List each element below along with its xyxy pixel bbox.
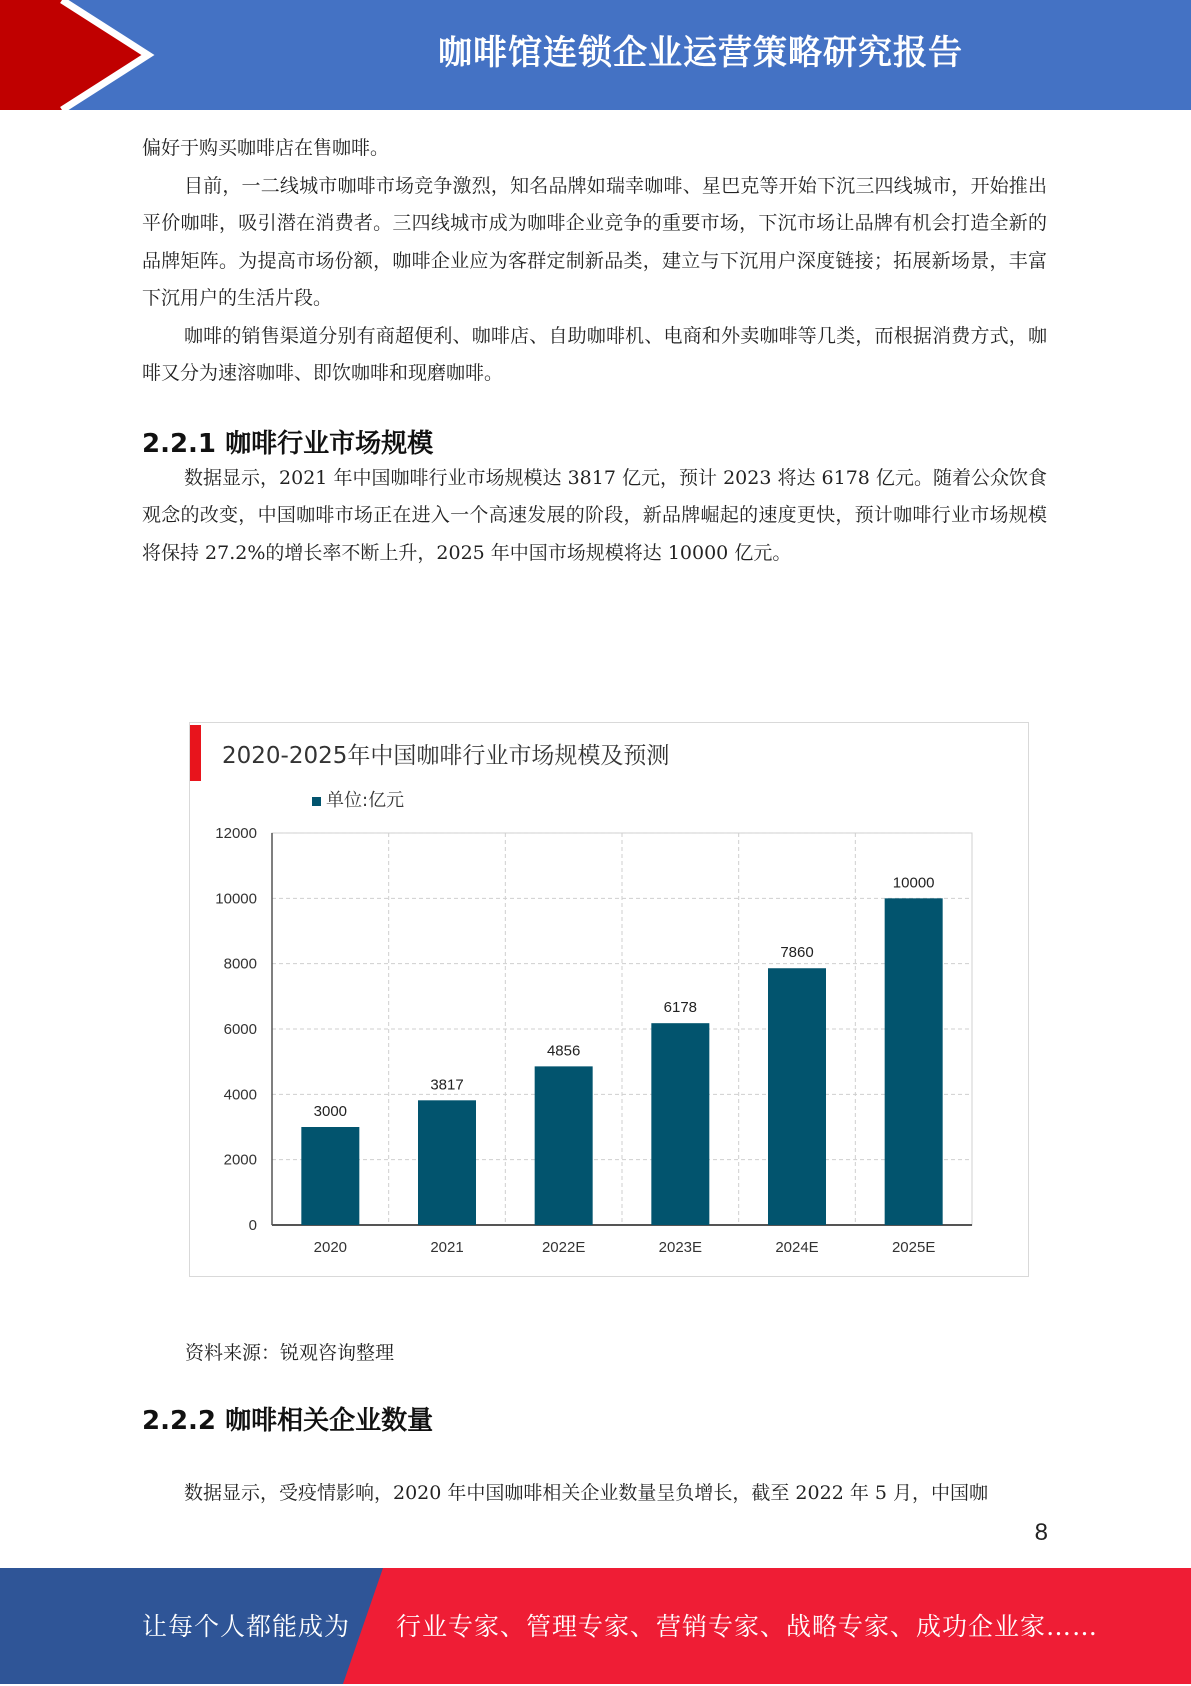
- data-label: 4856: [546, 1042, 581, 1060]
- paragraph-3: 咖啡的销售渠道分别有商超便利、咖啡店、自助咖啡机、电商和外卖咖啡等几类，而根据消费方式，咖啡又分为速溶咖啡、即饮咖啡和现磨咖啡。: [142, 324, 1047, 384]
- page-number: 8: [1034, 1519, 1048, 1546]
- chart-title: 2020-2025年中国咖啡行业市场规模及预测: [222, 743, 670, 769]
- x-tick-label: 2020: [313, 1239, 348, 1256]
- y-tick-label: 8000: [223, 955, 257, 973]
- data-label: 10000: [892, 874, 935, 892]
- data-label: 7860: [780, 944, 814, 962]
- chart-plot: [190, 723, 1028, 1276]
- x-tick-label: 2024E: [775, 1239, 819, 1256]
- y-tick-label: 10000: [215, 890, 257, 908]
- x-tick-label: 2022E: [541, 1239, 586, 1256]
- footer-slogan-right: 行业专家、管理专家、营销专家、战略专家、成功企业家……: [396, 1612, 1099, 1641]
- page-header: [0, 0, 1191, 110]
- section-heading-2-2-2: 2.2.2 咖啡相关企业数量: [142, 1406, 434, 1436]
- y-tick-label: 12000: [215, 825, 257, 842]
- header-arrow-decoration: [0, 0, 160, 110]
- paragraph-2: 目前，一二线城市咖啡市场竞争激烈，知名品牌如瑞幸咖啡、星巴克等开始下沉三四线城市，开始推出平价咖啡，吸引潜在消费者。三四线城市成为咖啡企业竞争的重要市场，下沉市场让品牌有机会打造全新的品牌矩阵。为提高市场份额，咖啡企业应为客群定制新品类，建立与下沉用户深度链接；拓展新场景，丰富下沉用户的生活片段。: [142, 174, 1047, 309]
- footer-slogan-left: 让每个人都能成为: [142, 1612, 351, 1641]
- bar: [885, 898, 943, 1225]
- x-tick-label: 2021: [430, 1239, 464, 1256]
- data-label: 3817: [430, 1076, 464, 1094]
- section-heading-2-2-1: 2.2.1 咖啡行业市场规模: [142, 428, 434, 459]
- bar: [418, 1100, 476, 1225]
- data-label: 6178: [663, 999, 698, 1017]
- page-footer: [0, 1568, 1191, 1684]
- y-tick-label: 0: [248, 1217, 257, 1234]
- bar: [301, 1127, 359, 1225]
- bar: [768, 968, 826, 1225]
- section-2-2-2: [142, 1400, 1047, 1513]
- header-red-arrow: [0, 0, 148, 110]
- market-size-chart: [189, 722, 1029, 1277]
- legend-label: 单位:亿元: [326, 790, 405, 811]
- chart-source: 资料来源：锐观咨询整理: [185, 1342, 395, 1364]
- report-title: 咖啡馆连锁企业运营策略研究报告: [438, 33, 963, 73]
- y-tick-label: 6000: [223, 1021, 257, 1038]
- paragraph-5: 数据显示，受疫情影响，2020 年中国咖啡相关企业数量呈负增长，截至 2022 年 5 月，中国咖: [184, 1482, 988, 1504]
- page-content: [142, 130, 1047, 572]
- y-tick-label: 2000: [223, 1151, 257, 1169]
- paragraph-4: 数据显示，2021 年中国咖啡行业市场规模达 3817 亿元，预计 2023 将达 6178 亿元。随着公众饮食观念的改变，中国咖啡市场正在进入一个高速发展的阶段，新品牌崛起的速度更快，预计咖啡行业市场规模将保持 27.2%的增长率不断上升，2025 年中国市场规模将达 10000 亿元。: [142, 466, 1047, 564]
- y-tick-label: 4000: [223, 1086, 257, 1104]
- data-label: 3000: [313, 1103, 348, 1120]
- x-tick-label: 2023E: [658, 1239, 703, 1256]
- paragraph-1: 偏好于购买咖啡店在售咖啡。: [142, 137, 390, 159]
- bar: [651, 1023, 709, 1225]
- bar: [535, 1066, 593, 1225]
- x-tick-label: 2025E: [891, 1239, 936, 1256]
